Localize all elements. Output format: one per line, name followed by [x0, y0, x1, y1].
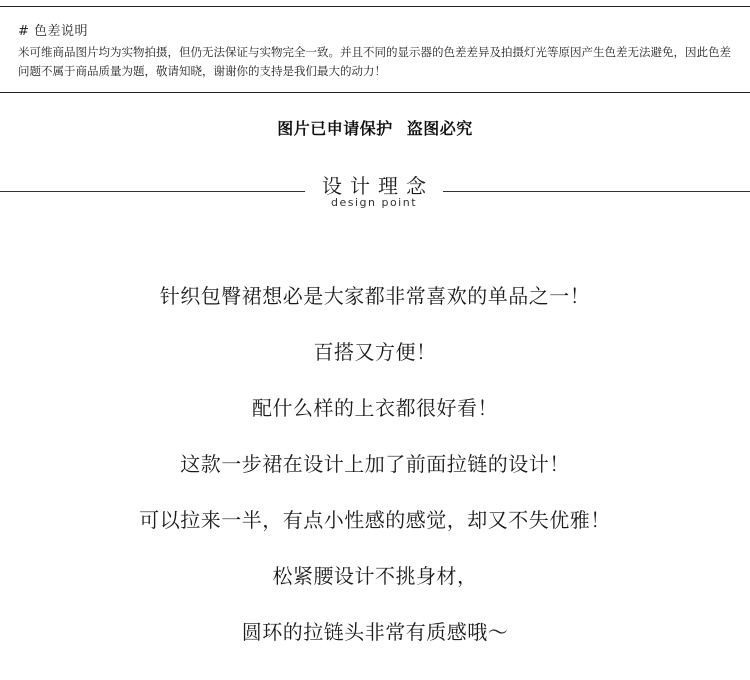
description-line: 针织包臀裙想必是大家都非常喜欢的单品之一！	[159, 284, 591, 308]
notice-divider	[0, 92, 750, 93]
color-notice-text: 米可维商品图片均为实物拍摄，但仍无法保证与实物完全一致。并且不同的显示器的色差差异及拍摄灯光等原因产生色差无法避免，因此色差问题不属于商品质量为题，敬请知晓，谢谢你的支持是我们最大的动力！	[18, 45, 731, 78]
color-notice-title: # 色差说明	[18, 24, 89, 39]
anti-theft-text: 盗图必究	[406, 119, 473, 138]
description-line: 松紧腰设计不挑身材，	[272, 564, 478, 588]
section-subheading: design point	[330, 196, 418, 209]
description-line: 配什么样的上衣都很好看！	[252, 396, 498, 420]
heading-line-right	[443, 191, 750, 192]
description-line: 百搭又方便！	[313, 340, 437, 364]
description-line: 这款一步裙在设计上加了前面拉链的设计！	[180, 452, 570, 476]
description-line: 可以拉来一半，有点小性感的感觉，却又不失优雅！	[139, 508, 611, 532]
heading-line-left	[0, 191, 305, 192]
top-divider	[0, 6, 750, 7]
description-line: 圆环的拉链头非常有质感哦～	[241, 620, 509, 644]
image-protection-notice	[0, 116, 750, 139]
protection-text: 图片已申请保护	[277, 119, 393, 138]
section-heading: 设计理念	[322, 174, 434, 198]
design-description	[0, 280, 750, 672]
